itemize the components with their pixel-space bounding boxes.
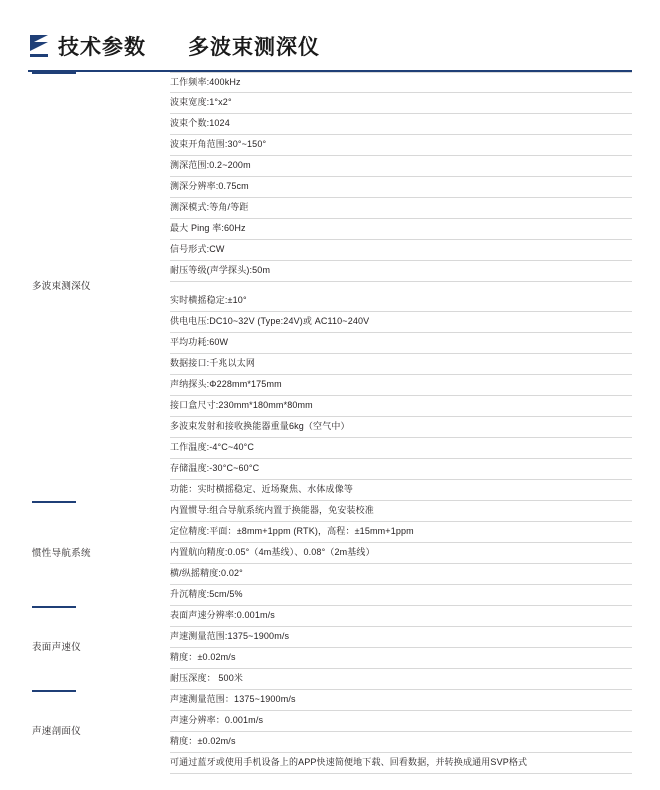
- spec-row-text: 平均功耗:60W: [170, 337, 229, 348]
- table-row: [170, 135, 632, 156]
- spec-row-text: 工作温度:-4°C~40°C: [170, 442, 255, 453]
- table-row: [170, 690, 632, 711]
- spec-row-text: 存储温度:-30°C~60°C: [170, 463, 260, 474]
- table-row: [170, 375, 632, 396]
- spec-group-accent-rule: [32, 690, 76, 692]
- table-row: [170, 198, 632, 219]
- table-row: [170, 585, 632, 606]
- table-row: [170, 417, 632, 438]
- spec-table: [28, 72, 632, 774]
- spec-row-text: 声速分辨率：0.001m/s: [170, 715, 264, 726]
- spec-row-text: 横/纵摇精度:0.02°: [170, 568, 243, 579]
- spec-row-text: 波束宽度:1°x2°: [170, 97, 232, 108]
- spec-group-label-cell: [28, 72, 170, 501]
- spec-row-text: 接口盒尺寸:230mm*180mm*80mm: [170, 400, 313, 411]
- table-row: [170, 501, 632, 522]
- table-row: [170, 522, 632, 543]
- spec-row-text: 可通过蓝牙或使用手机设备上的APP快速简便地下载、回看数据，并转换成通用SVP格式: [170, 757, 528, 768]
- spec-group-rows: [170, 606, 632, 690]
- table-row: [170, 438, 632, 459]
- spec-group-accent-rule: [32, 501, 76, 503]
- spec-row-text: 声速测量范围：1375~1900m/s: [170, 694, 296, 705]
- table-row: [170, 648, 632, 669]
- spec-row-text: 最大 Ping 率:60Hz: [170, 223, 246, 234]
- spec-row-spacer: [170, 282, 632, 291]
- table-row: [170, 732, 632, 753]
- table-row: [170, 291, 632, 312]
- table-row: [170, 312, 632, 333]
- spec-group-rows: [170, 72, 632, 501]
- table-row: [170, 396, 632, 417]
- spec-group: [28, 72, 632, 501]
- table-row: [170, 564, 632, 585]
- spec-group-label-cell: [28, 501, 170, 606]
- table-row: [170, 156, 632, 177]
- table-row: [170, 711, 632, 732]
- spec-group: [28, 501, 632, 606]
- spec-row-text: 精度：±0.02m/s: [170, 652, 236, 663]
- spec-row-text: 升沉精度:5cm/5%: [170, 589, 243, 600]
- table-row: [170, 219, 632, 240]
- spec-group-label: 表面声速仪: [32, 642, 82, 654]
- table-row: [170, 627, 632, 648]
- spec-group-label-cell: [28, 690, 170, 774]
- table-row: [170, 114, 632, 135]
- spec-group: [28, 606, 632, 690]
- spec-row-text: 供电电压:DC10~32V (Type:24V)或 AC110~240V: [170, 316, 370, 327]
- table-row: [170, 606, 632, 627]
- table-row: [170, 543, 632, 564]
- table-row: [170, 459, 632, 480]
- table-row: [170, 72, 632, 93]
- table-row: [170, 177, 632, 198]
- spec-row-text: 内置航向精度:0.05°（4m基线）、0.08°（2m基线）: [170, 547, 375, 558]
- table-row: [170, 240, 632, 261]
- page-header: [28, 26, 632, 68]
- table-row: [170, 480, 632, 501]
- spec-row-text: 测深分辨率:0.75cm: [170, 181, 249, 192]
- spec-row-text: 测深模式:等角/等距: [170, 202, 249, 213]
- spec-row-text: 波束个数:1024: [170, 118, 230, 129]
- spec-row-text: 表面声速分辨率:0.001m/s: [170, 610, 275, 621]
- page-title: 技术参数: [58, 35, 146, 59]
- spec-row-text: 耐压深度： 500米: [170, 673, 244, 684]
- spec-group-accent-rule: [32, 72, 76, 74]
- table-row: [170, 333, 632, 354]
- spec-row-text: 波束开角范围:30°~150°: [170, 139, 267, 150]
- spec-group-rows: [170, 690, 632, 774]
- spec-row-text: 测深范围:0.2~200m: [170, 160, 251, 171]
- table-row: [170, 354, 632, 375]
- spec-row-text: 定位精度:平面：±8mm+1ppm (RTK)，高程：±15mm+1ppm: [170, 526, 414, 537]
- spec-row-text: 耐压等级(声学探头):50m: [170, 265, 271, 276]
- spec-row-text: 精度：±0.02m/s: [170, 736, 236, 747]
- table-row: [170, 669, 632, 690]
- spec-row-text: 声速测量范围:1375~1900m/s: [170, 631, 290, 642]
- spec-group-label: 多波束测深仪: [32, 280, 91, 292]
- product-name: 多波束测深仪: [188, 35, 320, 59]
- spec-row-text: 工作频率:400kHz: [170, 76, 241, 87]
- spec-row-text: 声纳探头:Φ228mm*175mm: [170, 379, 282, 390]
- spec-group-label: 声速剖面仪: [32, 726, 82, 738]
- spec-row-text: 内置惯导:组合导航系统内置于换能器，免安装校准: [170, 505, 374, 516]
- company-logo-icon: [28, 32, 50, 62]
- table-row: [170, 261, 632, 282]
- spec-row-text: 功能：实时横摇稳定、近场聚焦、水体成像等: [170, 484, 354, 495]
- table-row: [170, 753, 632, 774]
- spec-row-text: 多波束发射和接收换能器重量6kg（空气中）: [170, 421, 350, 432]
- spec-group-label-cell: [28, 606, 170, 690]
- spec-group-rows: [170, 501, 632, 606]
- spec-row-text: 信号形式:CW: [170, 244, 225, 255]
- spec-row-text: 数据接口:千兆以太网: [170, 358, 256, 369]
- spec-group-accent-rule: [32, 606, 76, 608]
- table-row: [170, 93, 632, 114]
- spec-group: [28, 690, 632, 774]
- spec-group-label: 惯性导航系统: [32, 547, 91, 559]
- spec-row-text: 实时横摇稳定:±10°: [170, 295, 247, 306]
